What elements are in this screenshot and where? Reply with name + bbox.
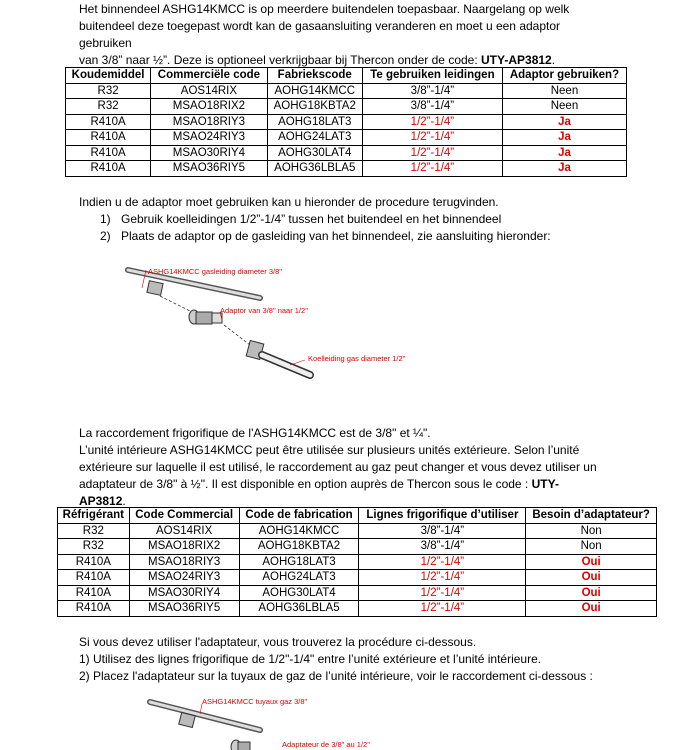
fr-col-lignes: Lignes frigorifique d’utiliser (359, 508, 526, 524)
refrigerant-cell: R410A (58, 601, 130, 617)
nl-intro-line-3: van 3/8” naar ½”. Deze is optioneel verkrijgbaar bij Thercon onder de code: UTY-AP3812. (79, 53, 556, 67)
factory-code-cell: AOHG36LBLA5 (239, 601, 359, 617)
commercial-code-cell: MSAO18RIY3 (151, 114, 268, 130)
refrigerant-cell: R410A (66, 161, 151, 177)
fr-diagram-label-1: ASHG14KMCC tuyaux gaz 3/8" (202, 697, 308, 706)
pipes-cell: 3/8”-1/4” (362, 99, 502, 115)
factory-code-cell: AOHG14KMCC (239, 523, 359, 539)
table-header-row (66, 68, 627, 84)
flare-nut-icon (147, 281, 163, 296)
factory-code-cell: AOHG24LAT3 (239, 570, 359, 586)
commercial-code-cell: MSAO36RIY5 (151, 161, 268, 177)
nl-product-code: UTY-AP3812 (481, 53, 552, 67)
factory-code-cell: AOHG18KBTA2 (267, 99, 362, 115)
factory-code-cell: AOHG30LAT4 (267, 145, 362, 161)
fr-adaptor-diagram (140, 692, 440, 750)
commercial-code-cell: MSAO30RIY4 (129, 585, 239, 601)
refrigerant-cell: R32 (58, 539, 130, 555)
commercial-code-cell: MSAO24RIY3 (129, 570, 239, 586)
adaptor-cell: Neen (502, 99, 626, 115)
factory-code-cell: AOHG30LAT4 (239, 585, 359, 601)
pipes-cell: 1/2”-1/4” (359, 570, 526, 586)
refrigerant-cell: R32 (58, 523, 130, 539)
pipes-cell: 3/8”-1/4” (362, 83, 502, 99)
table-row (66, 114, 627, 130)
refrigerant-cell: R32 (66, 83, 151, 99)
commercial-code-cell: AOS14RIX (129, 523, 239, 539)
factory-code-cell: AOHG18LAT3 (267, 114, 362, 130)
nl-adaptor-diagram (120, 260, 440, 390)
table-row (66, 130, 627, 146)
adaptor-cell: Non (526, 523, 657, 539)
table-header-row (58, 508, 657, 524)
commercial-code-cell: MSAO24RIY3 (151, 130, 268, 146)
factory-code-cell: AOHG18LAT3 (239, 554, 359, 570)
adaptor-cell: Ja (502, 145, 626, 161)
refrigerant-cell: R410A (58, 554, 130, 570)
adaptor-cell: Non (526, 539, 657, 555)
fr-step-2: 2) Placez l'adaptateur sur la tuyaux de gaz de l’unité intérieure, voir le raccordement ci-dessous : (79, 669, 593, 683)
factory-code-cell: AOHG18KBTA2 (239, 539, 359, 555)
nl-col-commercial-code: Commerciële code (151, 68, 268, 84)
commercial-code-cell: MSAO18RIY3 (129, 554, 239, 570)
refrigerant-cell: R410A (58, 585, 130, 601)
factory-code-cell: AOHG36LBLA5 (267, 161, 362, 177)
fr-col-refrigerant: Réfrigérant (58, 508, 130, 524)
adaptor-cell: Oui (526, 570, 657, 586)
fr-diagram-label-2: Adaptateur de 3/8" au 1/2" (282, 740, 370, 749)
commercial-code-cell: MSAO36RIY5 (129, 601, 239, 617)
adaptor-icon (231, 740, 250, 750)
commercial-code-cell: MSAO18RIX2 (151, 99, 268, 115)
refrigerant-cell: R410A (58, 570, 130, 586)
table-row (58, 554, 657, 570)
nl-step-2: 2) Plaats de adaptor op de gasleiding van het binnendeel, zie aansluiting hieronder: (100, 229, 551, 243)
refrigerant-cell: R410A (66, 145, 151, 161)
pipes-cell: 1/2”-1/4” (362, 114, 502, 130)
fr-col-commercial-code: Code Commercial (129, 508, 239, 524)
pipes-cell: 1/2”-1/4” (362, 145, 502, 161)
fr-intro-line-1: La raccordement frigorifique de l'ASHG14KMCC est de 3/8" et ¼". (79, 426, 431, 440)
pipes-cell: 1/2”-1/4” (359, 585, 526, 601)
nl-col-fabriekscode: Fabriekscode (267, 68, 362, 84)
pipes-cell: 1/2”-1/4” (362, 130, 502, 146)
table-row (58, 570, 657, 586)
fr-intro-line-2: L’unité intérieure ASHG14KMCC peut être utilisée sur plusieurs unités extérieure. Selon l’unité (79, 443, 580, 457)
table-row (66, 145, 627, 161)
nl-col-koudemiddel: Koudemiddel (66, 68, 151, 84)
fr-intro (79, 425, 599, 510)
nl-diagram-label-2: Adaptor van 3/8" naar 1/2" (220, 306, 308, 315)
pipes-cell: 3/8”-1/4” (359, 523, 526, 539)
factory-code-cell: AOHG14KMCC (267, 83, 362, 99)
table-row (66, 83, 627, 99)
nl-procedure-intro: Indien u de adaptor moet gebruiken kan u hieronder de procedure terugvinden. (79, 195, 499, 209)
fr-procedure (79, 634, 639, 685)
pipes-cell: 1/2”-1/4” (359, 601, 526, 617)
table-row (66, 161, 627, 177)
fr-procedure-intro: Si vous devez utiliser l'adaptateur, vous trouverez la procédure ci-dessous. (79, 635, 477, 649)
fr-intro-line-4: adaptateur de 3/8" à ½". Il est disponible en option auprès de Thercon sous le code : UTY-AP3812. (79, 477, 559, 508)
fr-product-code: UTY-AP3812 (79, 477, 559, 508)
nl-diagram-label-1: ASHG14KMCC gasleiding diameter 3/8" (148, 267, 282, 276)
commercial-code-cell: MSAO30RIY4 (151, 145, 268, 161)
nl-steps (100, 211, 551, 245)
nl-intro-line-1: Het binnendeel ASHG14KMCC is op meerdere buitendelen toepasbaar. Naargelang op welk (79, 2, 570, 16)
pipes-cell: 1/2”-1/4” (359, 554, 526, 570)
nl-step-1: 1) Gebruik koelleidingen 1/2”-1/4” tussen het buitendeel en het binnendeel (100, 212, 502, 226)
adaptor-cell: Neen (502, 83, 626, 99)
nl-compat-table (65, 67, 627, 177)
nl-col-adaptor: Adaptor gebruiken? (502, 68, 626, 84)
adaptor-icon (189, 310, 222, 324)
fr-col-fabrication-code: Code de fabrication (239, 508, 359, 524)
fr-step-1: 1) Utilisez des lignes frigorifique de 1/2"-1/4" entre l’unité extérieure et l’unité intérieure. (79, 652, 542, 666)
commercial-code-cell: MSAO18RIX2 (129, 539, 239, 555)
adaptor-cell: Ja (502, 114, 626, 130)
adaptor-cell: Oui (526, 585, 657, 601)
fr-compat-table (57, 507, 657, 617)
refrigerant-cell: R410A (66, 114, 151, 130)
fr-col-adaptateur: Besoin d’adaptateur? (526, 508, 657, 524)
nl-col-leidingen: Te gebruiken leidingen (362, 68, 502, 84)
adaptor-cell: Ja (502, 161, 626, 177)
table-row (58, 601, 657, 617)
adaptor-cell: Oui (526, 601, 657, 617)
pipes-cell: 3/8”-1/4” (359, 539, 526, 555)
adaptor-cell: Ja (502, 130, 626, 146)
refrigerant-cell: R410A (66, 130, 151, 146)
table-row (66, 99, 627, 115)
refrigerant-cell: R32 (66, 99, 151, 115)
table-row (58, 585, 657, 601)
adaptor-cell: Oui (526, 554, 657, 570)
commercial-code-cell: AOS14RIX (151, 83, 268, 99)
pipes-cell: 1/2”-1/4” (362, 161, 502, 177)
nl-intro-line-2: buitendeel deze toegepast wordt kan de gasaansluiting veranderen en moet u een adaptor gebruiken (79, 19, 561, 50)
nl-diagram-label-3: Koelleiding gas diameter 1/2" (308, 354, 406, 363)
nl-intro (79, 1, 599, 69)
fr-intro-line-3: extérieure sur laquelle il est utilisé, le raccordement au gaz peut changer et vous devez utiliser un (79, 460, 597, 474)
table-row (58, 523, 657, 539)
table-row (58, 539, 657, 555)
factory-code-cell: AOHG24LAT3 (267, 130, 362, 146)
